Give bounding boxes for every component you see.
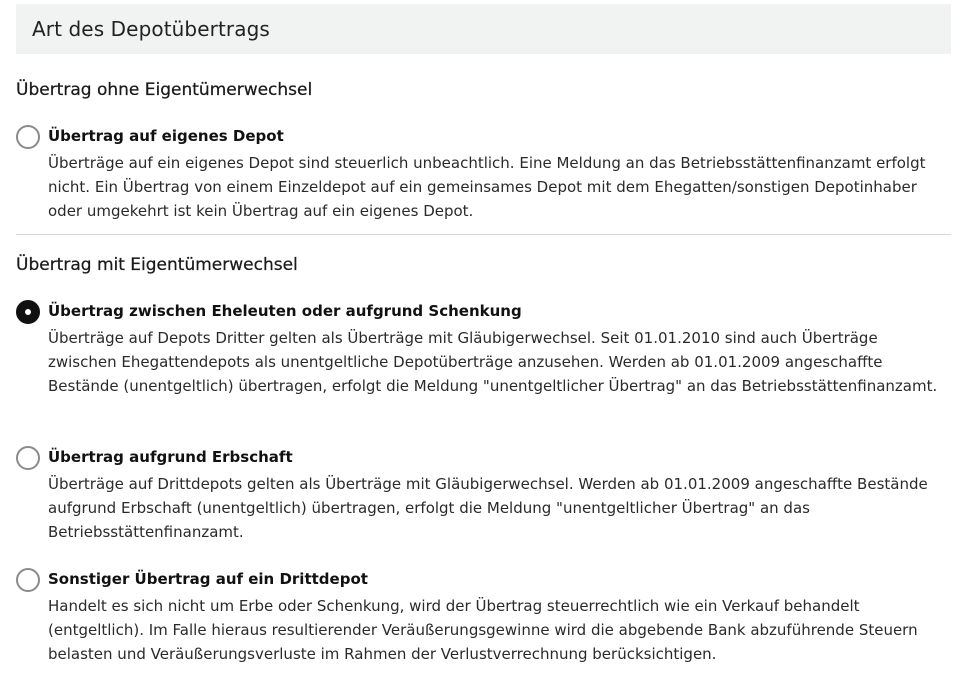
section-title: Art des Depotübertrags [32,17,270,41]
option-title-sonstiger-uebertrag: Sonstiger Übertrag auf ein Drittdepot [48,570,368,588]
option-eigenes-depot[interactable] [16,125,951,225]
section-header [16,4,951,54]
option-description-sonstiger-uebertrag: Handelt es sich nicht um Erbe oder Schenkung, wird der Übertrag steuerrechtlich wie ein Verkauf behandelt (entgeltlich). Im Falle hieraus resultierender Veräußerungsgewinne wird die abgebende Bank abzuführende Steuern belasten und Veräußerungsverluste im Rahmen der Verlustverrechnung berücksichtigen. [48,597,918,663]
option-description-eigenes-depot: Überträge auf ein eigenes Depot sind steuerlich unbeachtlich. Eine Meldung an das Betriebsstättenfinanzamt erfolgt nicht. Ein Übertrag von einem Einzeldepot auf ein gemeinsames Depot mit dem Ehegatten/sonstigen Depotinhaber oder umgekehrt ist kein Übertrag auf ein eigenes Depot. [48,154,926,220]
group-heading-mit-eigentuemerwechsel: Übertrag mit Eigentümerwechsel [16,255,298,275]
section-divider [16,234,951,235]
option-description-eheleute-schenkung: Überträge auf Depots Dritter gelten als Überträge mit Gläubigerwechsel. Seit 01.01.2010 sind auch Überträge zwischen Ehegattendepots als unentgeltliche Depotüberträge anzusehen. Werden ab 01.01.2009 angeschaffte Bestände (unentgeltlich) übertragen, erfolgt die Meldung "unentgeltlicher Übertrag" an das Betriebsstättenfinanzamt. [48,329,938,395]
option-eheleute-schenkung[interactable] [16,300,951,420]
radio-eheleute-schenkung[interactable] [16,300,40,324]
option-sonstiger-uebertrag[interactable] [16,568,951,668]
radio-erbschaft[interactable] [16,446,40,470]
option-description-erbschaft: Überträge auf Drittdepots gelten als Überträge mit Gläubigerwechsel. Werden ab 01.01.2009 angeschaffte Bestände aufgrund Erbschaft (unentgeltlich) übertragen, erfolgt die Meldung "unentgeltlicher Übertrag" an das Betriebsstättenfinanzamt. [48,475,928,541]
radio-eigenes-depot[interactable] [16,125,40,149]
group-heading-ohne-eigentuemerwechsel: Übertrag ohne Eigentümerwechsel [16,80,313,100]
radio-sonstiger-uebertrag[interactable] [16,568,40,592]
option-title-eigenes-depot: Übertrag auf eigenes Depot [48,127,284,145]
option-erbschaft[interactable] [16,446,951,542]
option-title-eheleute-schenkung: Übertrag zwischen Eheleuten oder aufgrund Schenkung [48,302,522,320]
option-title-erbschaft: Übertrag aufgrund Erbschaft [48,448,293,466]
